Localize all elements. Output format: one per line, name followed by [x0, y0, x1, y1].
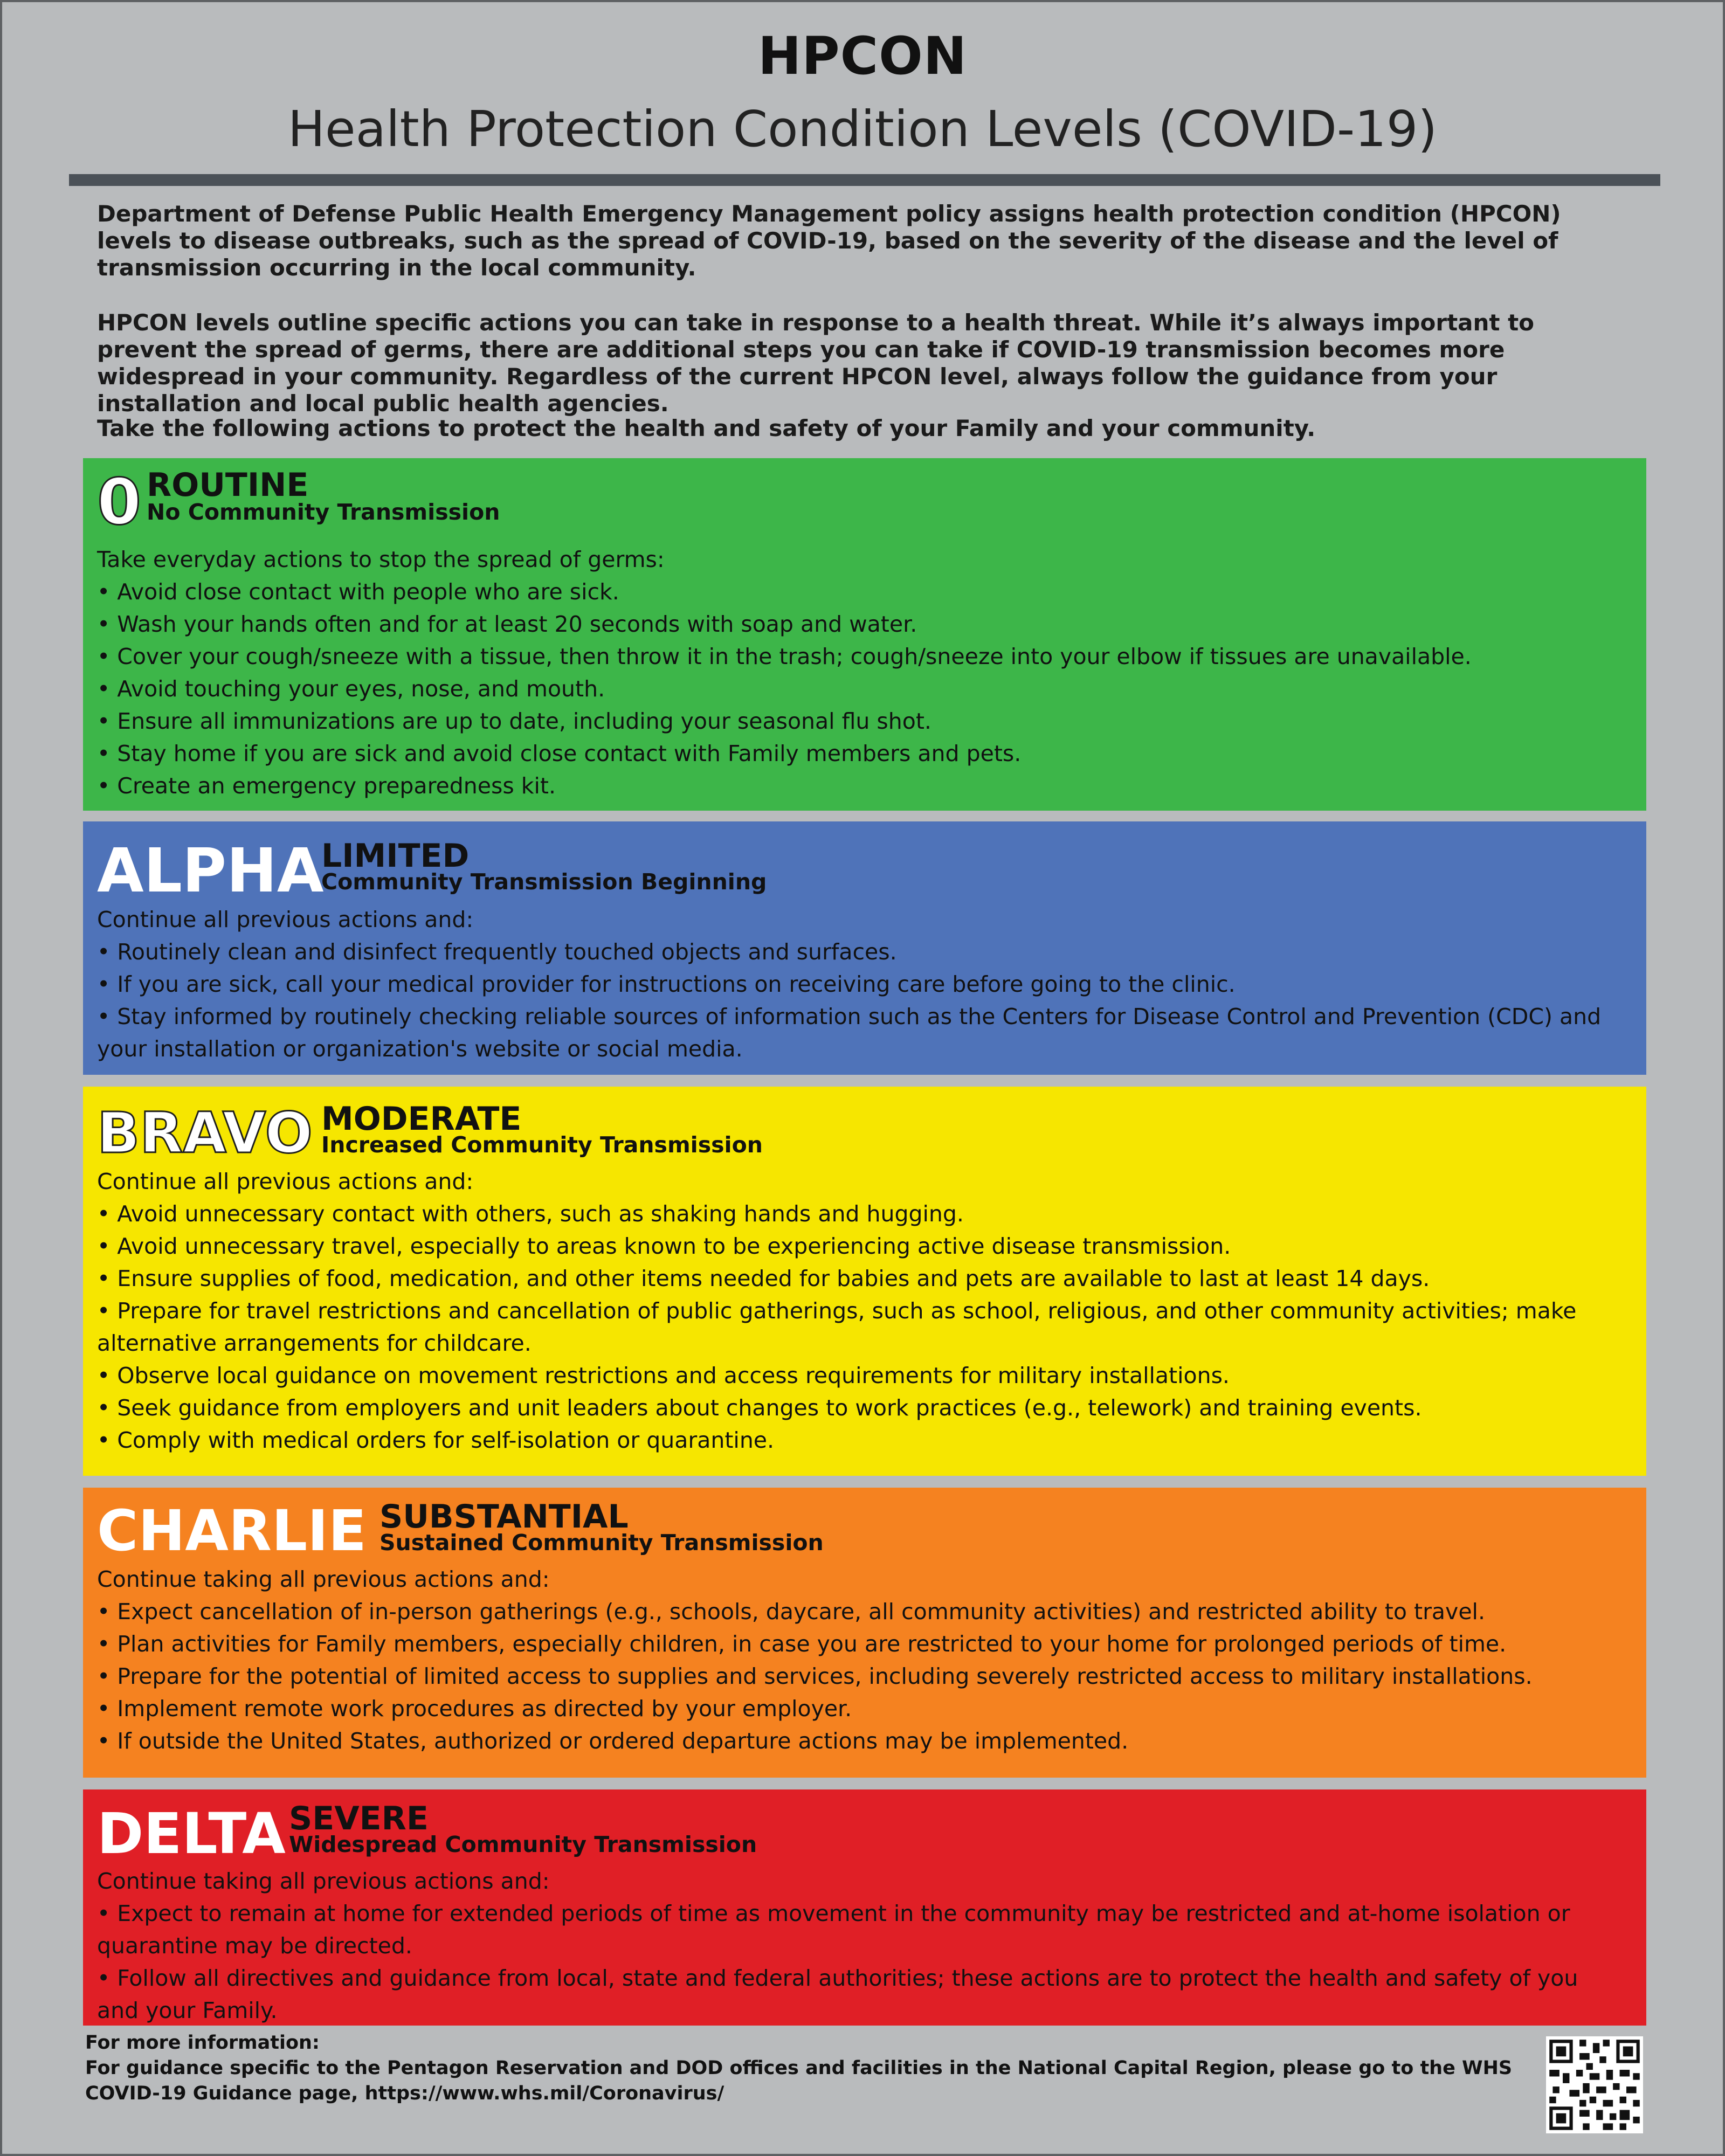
- title-divider: [69, 174, 1660, 186]
- level-actions: [97, 1865, 1625, 2027]
- level-transmission: Community Transmission Beginning: [321, 869, 767, 895]
- footer-text: For guidance specific to the Pentagon Reservation and DOD offices and facilities in the National Capital Region, please go to the WHS COVID-19 Guidance page, https://www.whs.mil/Coronavirus/: [85, 2057, 1513, 2104]
- level-lead: Continue taking all previous actions and:: [97, 1566, 550, 1592]
- list-item: • Stay informed by routinely checking reliable sources of information such as the Centers for Disease Control and Prevention (CDC) and your installation or organization's website or social media.: [97, 1004, 1602, 1062]
- level-transmission: No Community Transmission: [147, 499, 500, 525]
- list-item: • Cover your cough/sneeze with a tissue, then throw it in the trash; cough/sneeze into your elbow if tissues are unavailable.: [97, 644, 1472, 669]
- intro-paragraph-3: Take the following actions to protect the health and safety of your Family and your community.: [97, 415, 1316, 441]
- level-actions: [97, 543, 1625, 802]
- level-code: 0: [97, 465, 142, 539]
- level-alpha-panel: [83, 821, 1646, 1075]
- level-charlie-panel: [83, 1488, 1646, 1778]
- level-lead: Take everyday actions to stop the spread of germs:: [97, 547, 665, 572]
- level-severity: ROUTINE: [147, 466, 309, 504]
- list-item: • Routinely clean and disinfect frequently touched objects and surfaces.: [97, 939, 897, 965]
- list-item: • Avoid touching your eyes, nose, and mouth.: [97, 676, 605, 702]
- level-actions: [97, 903, 1625, 1065]
- level-lead: Continue taking all previous actions and:: [97, 1868, 550, 1894]
- level-routine-panel: [83, 458, 1646, 811]
- level-lead: Continue all previous actions and:: [97, 907, 474, 932]
- list-item: • Comply with medical orders for self-isolation or quarantine.: [97, 1427, 775, 1453]
- level-code: CHARLIE: [97, 1498, 367, 1564]
- list-item: • Avoid unnecessary travel, especially to areas known to be experiencing active disease transmission.: [97, 1233, 1231, 1259]
- list-item: • Wash your hands often and for at least 20 seconds with soap and water.: [97, 611, 917, 637]
- level-severity: LIMITED: [321, 837, 470, 875]
- list-item: • Expect cancellation of in-person gatherings (e.g., schools, daycare, all community activities) and restricted ability to travel.: [97, 1599, 1485, 1625]
- list-item: • Prepare for travel restrictions and cancellation of public gatherings, such as school, religious, and other community activities; make alternative arrangements for childcare.: [97, 1298, 1577, 1356]
- level-severity: MODERATE: [321, 1100, 522, 1138]
- level-bravo-panel: [83, 1087, 1646, 1476]
- list-item: • Expect to remain at home for extended periods of time as movement in the community may be restricted and at-home isolation or quarantine may be directed.: [97, 1901, 1570, 1959]
- list-item: • Follow all directives and guidance from local, state and federal authorities; these actions are to protect the health and safety of you and your Family.: [97, 1965, 1578, 2023]
- list-item: • Observe local guidance on movement restrictions and access requirements for military installations.: [97, 1363, 1230, 1388]
- list-item: • If outside the United States, authorized or ordered departure actions may be implemented.: [97, 1728, 1129, 1754]
- list-item: • Stay home if you are sick and avoid close contact with Family members and pets.: [97, 741, 1022, 766]
- list-item: • Prepare for the potential of limited access to supplies and services, including severely restricted access to military installations.: [97, 1663, 1533, 1689]
- level-severity: SEVERE: [289, 1800, 429, 1837]
- list-item: • Create an emergency preparedness kit.: [97, 773, 556, 799]
- page-subtitle: Health Protection Condition Levels (COVID-19): [287, 100, 1438, 158]
- footer: [85, 2030, 1541, 2106]
- level-transmission: Sustained Community Transmission: [380, 1530, 824, 1556]
- level-code: ALPHA: [97, 836, 324, 906]
- intro-paragraph-2: HPCON levels outline specific actions you can take in response to a health threat. While it’s always important to prevent the spread of germs, there are additional steps you can take if COVID-19 transmission becomes more widespread in your community. Regardless of the current HPCON level, always follow the guidance from your installation and local public health agencies.: [97, 309, 1535, 417]
- list-item: • Implement remote work procedures as directed by your employer.: [97, 1696, 852, 1722]
- level-actions: [97, 1165, 1625, 1456]
- list-item: • If you are sick, call your medical provider for instructions on receiving care before going to the clinic.: [97, 971, 1236, 997]
- level-transmission: Widespread Community Transmission: [289, 1832, 757, 1857]
- list-item: • Ensure all immunizations are up to date, including your seasonal flu shot.: [97, 708, 932, 734]
- list-item: • Plan activities for Family members, especially children, in case you are restricted to your home for prolonged periods of time.: [97, 1631, 1507, 1657]
- intro-paragraph-1: Department of Defense Public Health Emergency Management policy assigns health protection condition (HPCON) levels to disease outbreaks, such as the spread of COVID-19, based on the severity of the disease and the level of transmission occurring in the local community.: [97, 201, 1561, 281]
- level-severity: SUBSTANTIAL: [380, 1498, 629, 1536]
- list-item: • Seek guidance from employers and unit leaders about changes to work practices (e.g., telework) and training events.: [97, 1395, 1422, 1421]
- page-title: HPCON: [757, 26, 968, 86]
- list-item: • Ensure supplies of food, medication, and other items needed for babies and pets are available to last at least 14 days.: [97, 1266, 1430, 1291]
- level-actions: [97, 1563, 1625, 1757]
- level-transmission: Increased Community Transmission: [321, 1132, 763, 1158]
- level-lead: Continue all previous actions and:: [97, 1169, 474, 1194]
- list-item: • Avoid unnecessary contact with others, such as shaking hands and hugging.: [97, 1201, 964, 1227]
- qr-code-icon[interactable]: [1546, 2036, 1643, 2133]
- footer-heading: For more information:: [85, 2032, 320, 2054]
- level-delta-panel: [83, 1789, 1646, 2026]
- level-code: DELTA: [97, 1801, 286, 1867]
- list-item: • Avoid close contact with people who are sick.: [97, 579, 619, 605]
- level-code: BRAVO: [97, 1100, 313, 1166]
